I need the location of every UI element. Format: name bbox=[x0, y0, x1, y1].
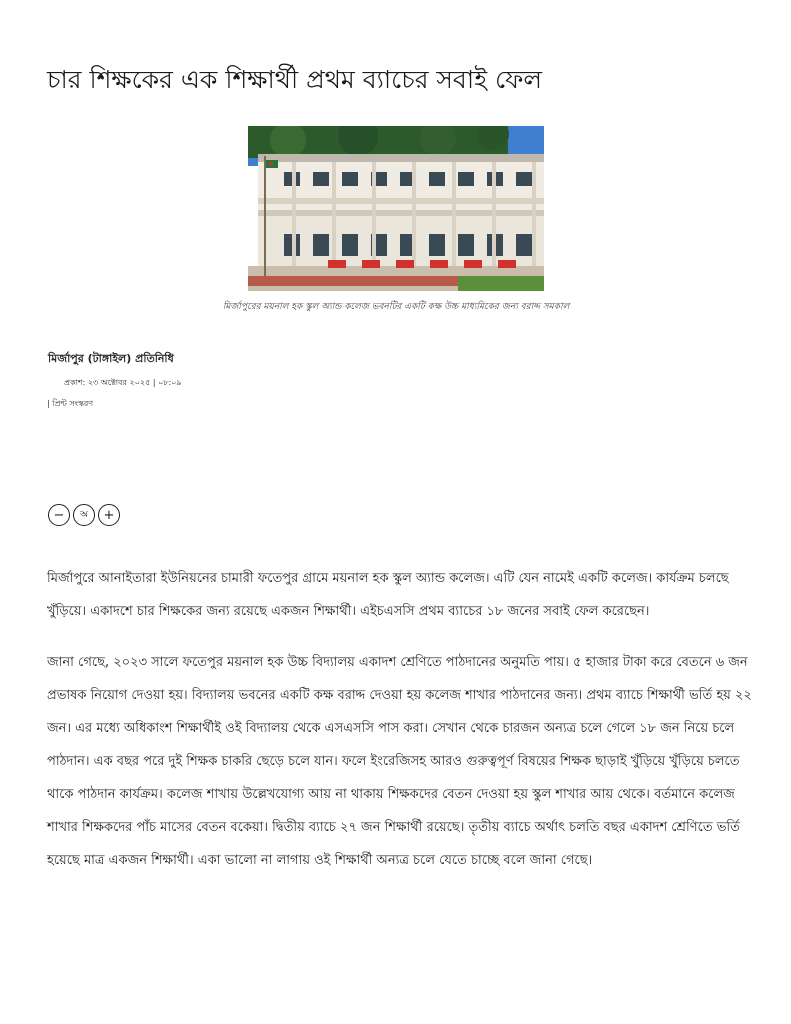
photo-flower-pot bbox=[498, 260, 516, 268]
reset-font-button[interactable]: অ bbox=[73, 504, 95, 526]
photo-pillar bbox=[412, 162, 416, 266]
print-edition-link[interactable]: | প্রিন্ট সংস্করণ bbox=[47, 399, 94, 408]
font-size-controls bbox=[48, 504, 120, 526]
photo-lower-window bbox=[458, 234, 474, 256]
photo-grass bbox=[458, 276, 544, 291]
photo-caption: মির্জাপুরের ময়নাল হক স্কুল অ্যান্ড কলেজ ভবনটির একটি কক্ষ উচ্চ মাধ্যমিকের জন্য বরাদ্দ সমকাল bbox=[222, 302, 570, 312]
published-date: প্রকাশ: ২৩ অক্টোবর ২০২৫ | ০৮:০৯ bbox=[64, 378, 182, 387]
photo-path bbox=[248, 276, 458, 286]
photo-lower-window bbox=[313, 234, 329, 256]
photo-flower-pot bbox=[430, 260, 448, 268]
photo-upper-window bbox=[429, 172, 445, 186]
photo-lower-window bbox=[429, 234, 445, 256]
photo-flower-pot bbox=[328, 260, 346, 268]
increase-font-button[interactable]: + bbox=[98, 504, 120, 526]
article-paragraph: জানা গেছে, ২০২৩ সালে ফতেপুর ময়নাল হক উচ্চ বিদ্যালয় একাদশ শ্রেণিতে পাঠদানের অনুমতি পায়। ৫ হাজার টাকা করে বেতনে ৬ জন প্রভাষক নিয়োগ দেওয়া হয়। বিদ্যালয় ভবনের একটি কক্ষ বরাদ্দ দেওয়া হয় কলেজ শাখার পাঠদানের জন্য। প্রথম ব্যাচে শিক্ষার্থী ভর্তি হয় ২২ জন। এর মধ্যে অধিকাংশ শিক্ষার্থীই ওই বিদ্যালয় থেকে এসএসসি পাস করা। সেখান থেকে চারজন অন্যত্র চলে গেলে ১৮ জন নিয়ে চলে পাঠদান। এক বছর পরে দুই শিক্ষক চাকরি ছেড়ে চলে যান। ফলে ইংরেজিসহ আরও গুরুত্বপূর্ণ বিষয়ের শিক্ষক ছাড়াই খুঁড়িয়ে খুঁড়িয়ে চলতে থাকে পাঠদান কার্যক্রম। কলেজ শাখায় উল্লেখযোগ্য আয় না থাকায় শিক্ষকদের বেতন দেওয়া হয় স্কুল শাখার আয় থেকে। বর্তমানে কলেজ শাখার শিক্ষকদের পাঁচ মাসের বেতন বকেয়া। দ্বিতীয় ব্যাচে ২৭ জন শিক্ষার্থী রয়েছে। তৃতীয় ব্যাচে অর্থাৎ চলতি বছর একাদশ শ্রেণিতে ভর্তি হয়েছে মাত্র একজন শিক্ষার্থী। একা ভালো না লাগায় ওই শিক্ষার্থী অন্যত্র চলে যেতে চাচ্ছে বলে জানা গেছে। bbox=[47, 655, 752, 868]
photo-flower-pot bbox=[464, 260, 482, 268]
photo-flagpole bbox=[264, 156, 266, 276]
article-byline: মির্জাপুর (টাঙ্গাইল) প্রতিনিধি bbox=[48, 352, 174, 365]
photo-lower-window bbox=[342, 234, 358, 256]
photo-pillar bbox=[492, 162, 496, 266]
photo-slab bbox=[258, 210, 544, 216]
photo-pillar bbox=[292, 162, 296, 266]
decrease-font-button[interactable]: − bbox=[48, 504, 70, 526]
photo-flower-pot bbox=[396, 260, 414, 268]
photo-upper-window bbox=[313, 172, 329, 186]
photo-pillar bbox=[332, 162, 336, 266]
school-building-photo bbox=[248, 126, 544, 291]
photo-flag-disc bbox=[269, 162, 273, 166]
article-headline: চার শিক্ষকের এক শিক্ষার্থী প্রথম ব্যাচের সবাই ফেল bbox=[47, 65, 543, 94]
photo-flower-pot bbox=[362, 260, 380, 268]
photo-upper-window bbox=[458, 172, 474, 186]
photo-balcony-rail bbox=[258, 198, 544, 204]
photo-pillar bbox=[452, 162, 456, 266]
article-paragraph: মির্জাপুরে আনাইতারা ইউনিয়নের চামারী ফতেপুর গ্রামে ময়নাল হক স্কুল অ্যান্ড কলেজ। এটি যেন নামেই একটি কলেজ। কার্যক্রম চলছে খুঁড়িয়ে। একাদশে চার শিক্ষকের জন্য রয়েছে একজন শিক্ষার্থী। এইচএসসি প্রথম ব্যাচের ১৮ জনের সবাই ফেল করেছেন। bbox=[47, 571, 729, 619]
photo-upper-window bbox=[516, 172, 532, 186]
article-body bbox=[47, 562, 753, 895]
photo-pillar bbox=[372, 162, 376, 266]
photo-pillar bbox=[532, 162, 536, 266]
photo-upper-window bbox=[342, 172, 358, 186]
photo-roof bbox=[258, 154, 544, 162]
article-photo bbox=[248, 126, 544, 291]
photo-lower-window bbox=[516, 234, 532, 256]
